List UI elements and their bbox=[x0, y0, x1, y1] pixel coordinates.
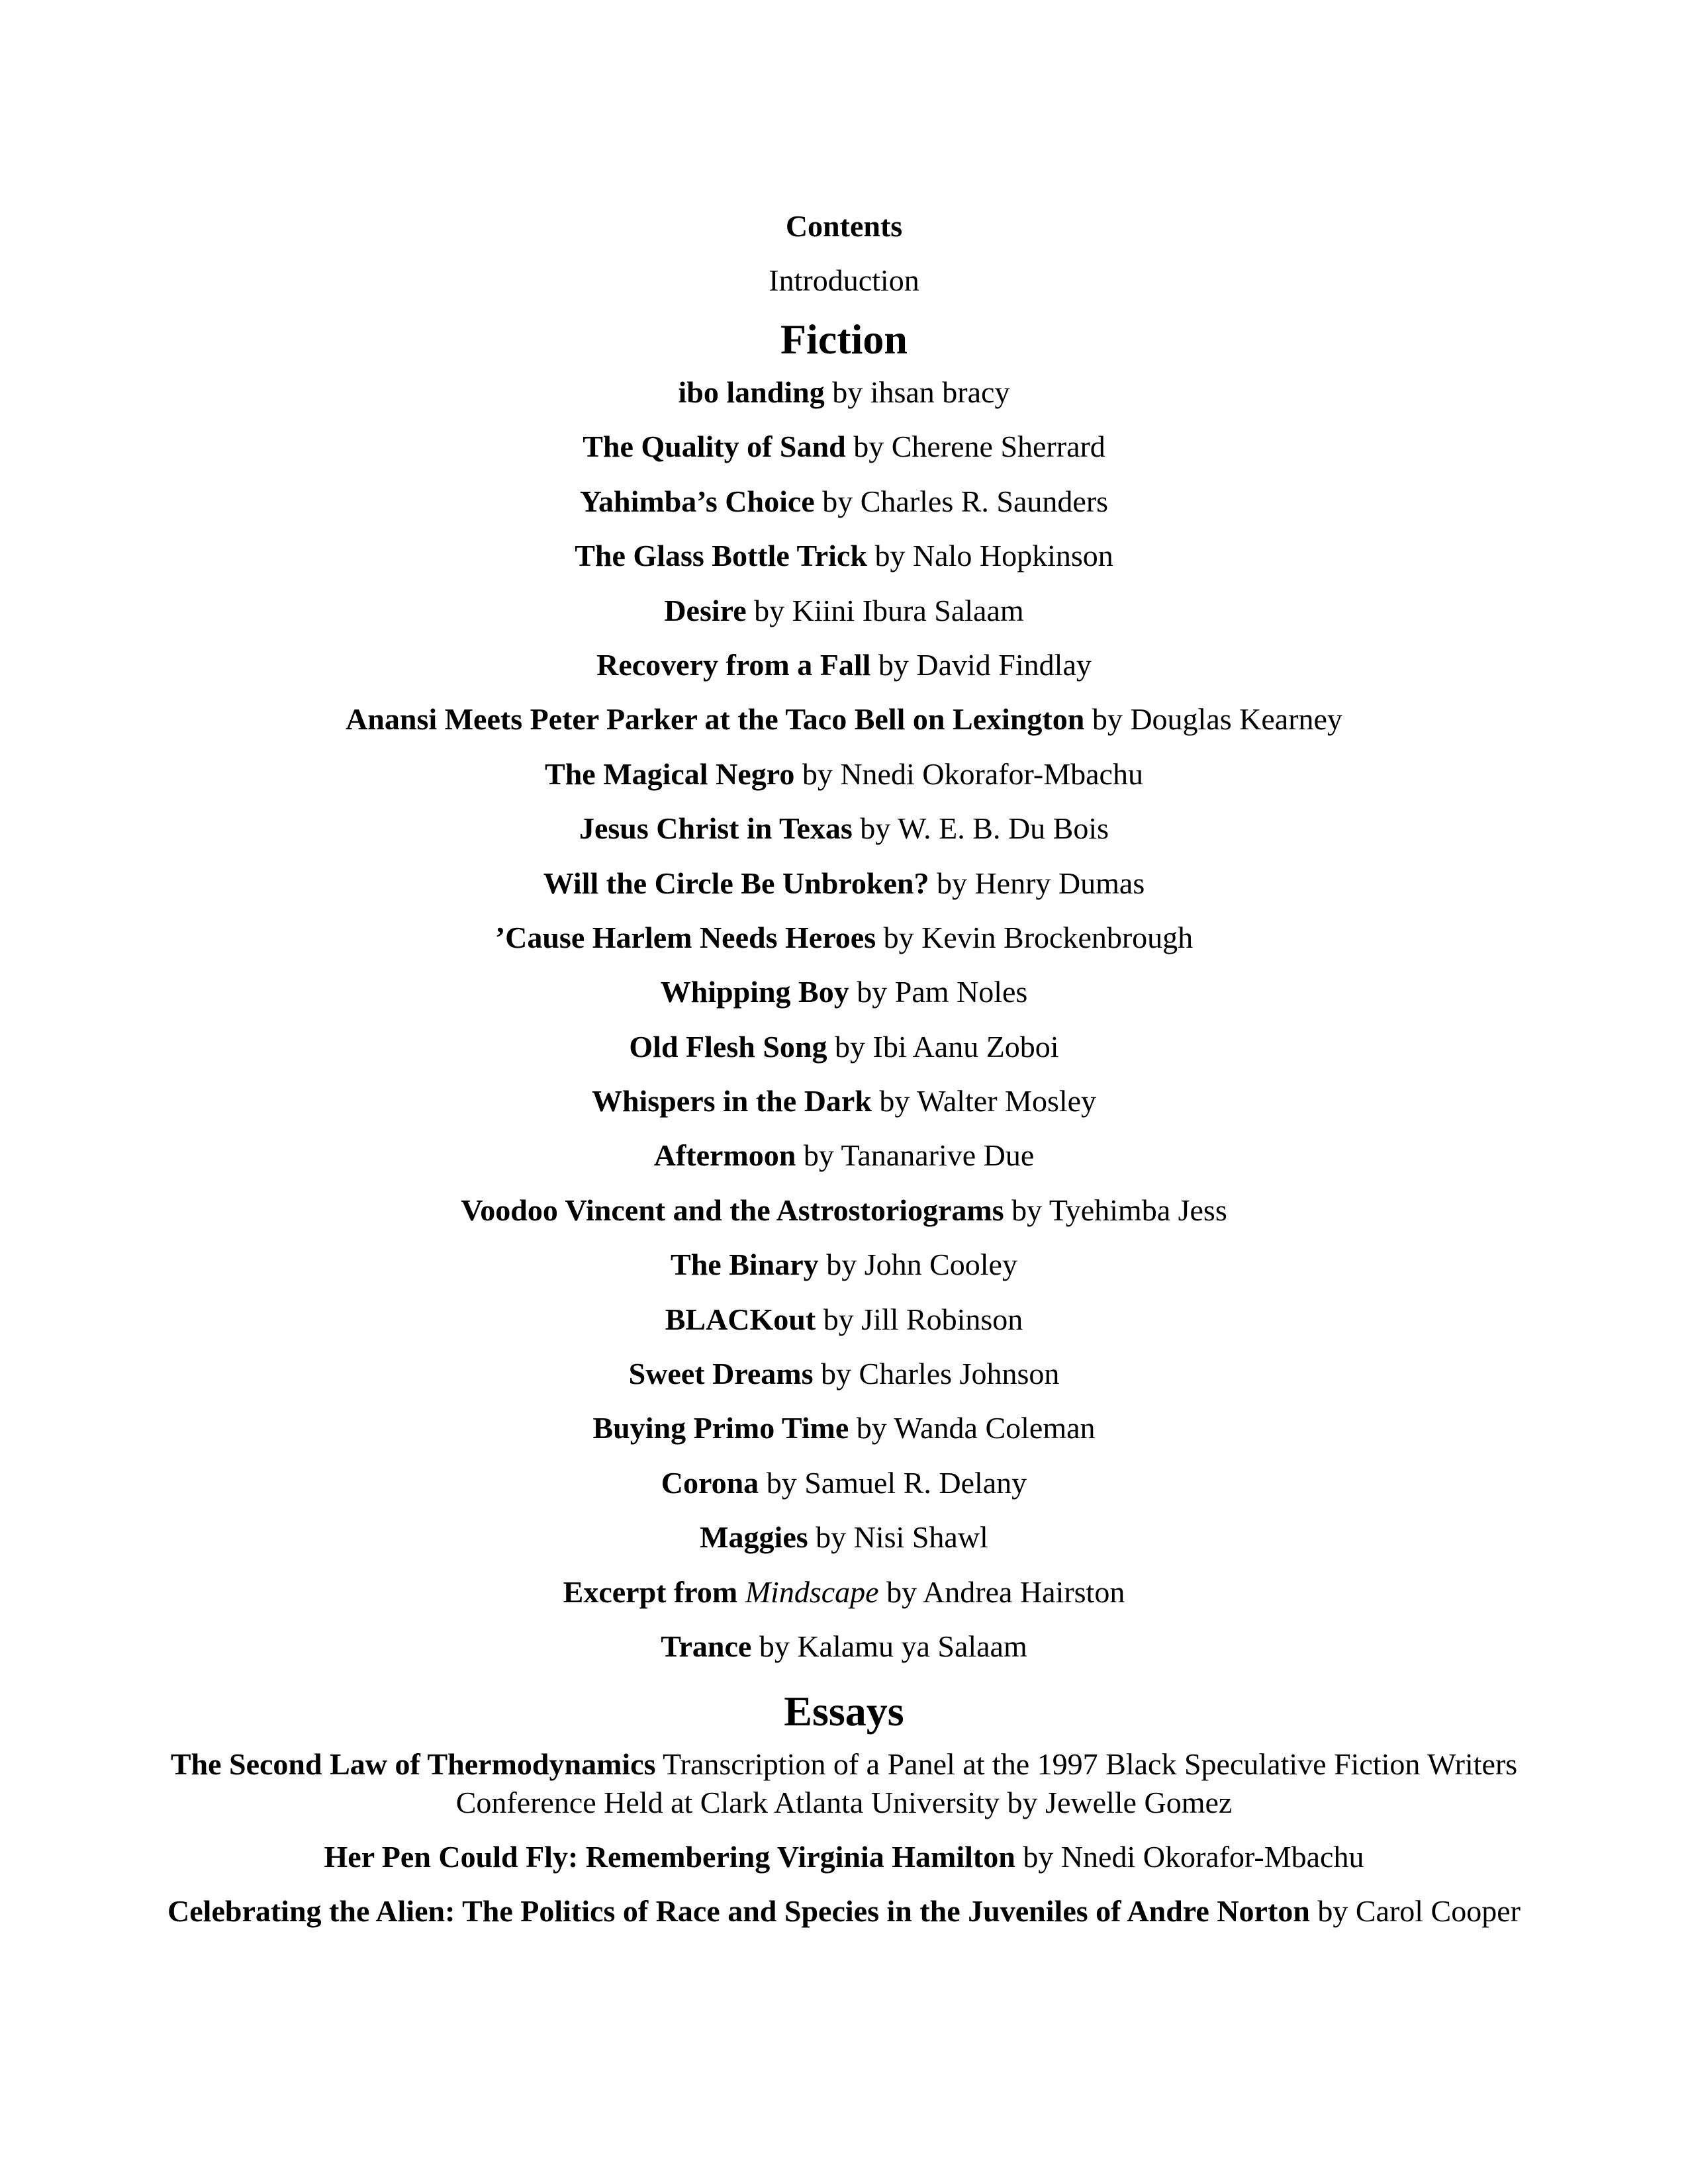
fiction-entry bbox=[146, 1518, 1542, 1557]
fiction-entry bbox=[146, 755, 1542, 794]
entry-italic-title: Mindscape bbox=[745, 1574, 879, 1609]
entry-title: Buying Primo Time bbox=[592, 1411, 849, 1445]
entry-title: Old Flesh Song bbox=[629, 1029, 827, 1064]
essay-entry bbox=[146, 1745, 1542, 1822]
entry-author: by David Findlay bbox=[870, 647, 1092, 682]
fiction-entry bbox=[146, 809, 1542, 848]
entry-title: Anansi Meets Peter Parker at the Taco Bell on Lexington bbox=[346, 702, 1085, 737]
entry-author: by Cherene Sherrard bbox=[845, 430, 1105, 464]
entry-author: by Kiini Ibura Salaam bbox=[746, 593, 1024, 627]
entry-author: by Kalamu ya Salaam bbox=[751, 1629, 1027, 1663]
entry-author: by Nnedi Okorafor-Mbachu bbox=[1015, 1840, 1364, 1874]
essay-entry bbox=[146, 1838, 1542, 1876]
fiction-entry bbox=[146, 1082, 1542, 1120]
entry-title: Yahimba’s Choice bbox=[579, 484, 815, 518]
entry-author: by Carol Cooper bbox=[1309, 1894, 1521, 1929]
entry-title: Sweet Dreams bbox=[628, 1357, 814, 1391]
fiction-heading: Fiction bbox=[780, 316, 908, 363]
entry-author: Transcription of a Panel at the 1997 Black Speculative Fiction Writers Conference Held at Clark Atlanta University by Jewelle Gomez bbox=[455, 1747, 1518, 1820]
entry-author: by Douglas Kearney bbox=[1084, 702, 1342, 737]
entry-author: by Nnedi Okorafor-Mbachu bbox=[794, 756, 1143, 791]
entry-title: Jesus Christ in Texas bbox=[579, 811, 853, 846]
entry-author: by Henry Dumas bbox=[929, 866, 1145, 900]
fiction-entry bbox=[146, 973, 1542, 1011]
fiction-entry bbox=[146, 864, 1542, 903]
entry-title: The Binary bbox=[671, 1248, 819, 1282]
fiction-entry bbox=[146, 1136, 1542, 1175]
fiction-entry bbox=[146, 700, 1542, 739]
entry-author: by Ibi Aanu Zoboi bbox=[827, 1029, 1059, 1064]
fiction-entry bbox=[146, 428, 1542, 466]
entry-title: Corona bbox=[661, 1465, 759, 1500]
fiction-list bbox=[146, 373, 1542, 1666]
fiction-entry bbox=[146, 537, 1542, 575]
entry-title: Excerpt from bbox=[563, 1574, 738, 1609]
entry-author: by Wanda Coleman bbox=[849, 1411, 1096, 1445]
entry-title: The Second Law of Thermodynamics bbox=[170, 1747, 656, 1782]
entry-title: Celebrating the Alien: The Politics of Race and Species in the Juveniles of Andre Norton bbox=[167, 1894, 1310, 1929]
entry-author: by Charles R. Saunders bbox=[814, 484, 1109, 518]
entry-title: Recovery from a Fall bbox=[596, 647, 871, 682]
fiction-entry bbox=[146, 1355, 1542, 1393]
contents-title: Contents bbox=[785, 209, 903, 243]
fiction-entry bbox=[146, 1246, 1542, 1284]
entry-author: by Tyehimba Jess bbox=[1004, 1193, 1227, 1227]
fiction-entry bbox=[146, 592, 1542, 630]
fiction-entry bbox=[146, 1627, 1542, 1666]
fiction-entry bbox=[146, 919, 1542, 957]
introduction-entry: Introduction bbox=[769, 263, 919, 297]
entry-author: by Tananarive Due bbox=[796, 1138, 1035, 1173]
fiction-entry bbox=[146, 482, 1542, 521]
entry-title: The Glass Bottle Trick bbox=[575, 539, 867, 573]
entry-title: ibo landing bbox=[678, 375, 825, 409]
entry-title: Her Pen Could Fly: Remembering Virginia Hamilton bbox=[324, 1840, 1015, 1874]
essay-entry bbox=[146, 1892, 1542, 1931]
entry-title: The Quality of Sand bbox=[583, 430, 846, 464]
entry-author: by Kevin Brockenbrough bbox=[876, 920, 1194, 954]
entry-title: ’Cause Harlem Needs Heroes bbox=[494, 920, 876, 954]
entry-author: by Andrea Hairston bbox=[878, 1574, 1125, 1609]
entry-title: BLACKout bbox=[665, 1302, 816, 1336]
essays-heading: Essays bbox=[784, 1688, 904, 1735]
entry-author: by Jill Robinson bbox=[816, 1302, 1023, 1336]
entry-title: Aftermoon bbox=[653, 1138, 796, 1173]
essays-list bbox=[146, 1745, 1542, 1931]
entry-author: by Charles Johnson bbox=[813, 1357, 1060, 1391]
fiction-entry bbox=[146, 1300, 1542, 1339]
entry-title: Will the Circle Be Unbroken? bbox=[543, 866, 929, 900]
entry-author: by Nisi Shawl bbox=[808, 1520, 988, 1555]
entry-author: by W. E. B. Du Bois bbox=[852, 811, 1109, 846]
entry-author: by Pam Noles bbox=[849, 975, 1028, 1009]
fiction-entry bbox=[146, 1573, 1542, 1612]
fiction-entry bbox=[146, 1409, 1542, 1447]
entry-title: Whipping Boy bbox=[660, 975, 849, 1009]
fiction-entry bbox=[146, 1464, 1542, 1502]
entry-author: by Nalo Hopkinson bbox=[867, 539, 1113, 573]
table-of-contents bbox=[146, 205, 1542, 1946]
entry-title: Trance bbox=[661, 1629, 752, 1663]
entry-author: by John Cooley bbox=[818, 1248, 1017, 1282]
entry-title: Maggies bbox=[700, 1520, 808, 1555]
entry-title: Desire bbox=[664, 593, 747, 627]
entry-author: by Walter Mosley bbox=[871, 1084, 1097, 1118]
entry-author: by ihsan bracy bbox=[824, 375, 1010, 409]
entry-title: The Magical Negro bbox=[545, 756, 795, 791]
fiction-entry bbox=[146, 1191, 1542, 1230]
fiction-entry bbox=[146, 1028, 1542, 1066]
fiction-entry bbox=[146, 646, 1542, 684]
fiction-entry bbox=[146, 373, 1542, 412]
entry-author: by Samuel R. Delany bbox=[759, 1465, 1027, 1500]
entry-title: Whispers in the Dark bbox=[591, 1084, 872, 1118]
entry-title: Voodoo Vincent and the Astrostoriograms bbox=[461, 1193, 1004, 1227]
